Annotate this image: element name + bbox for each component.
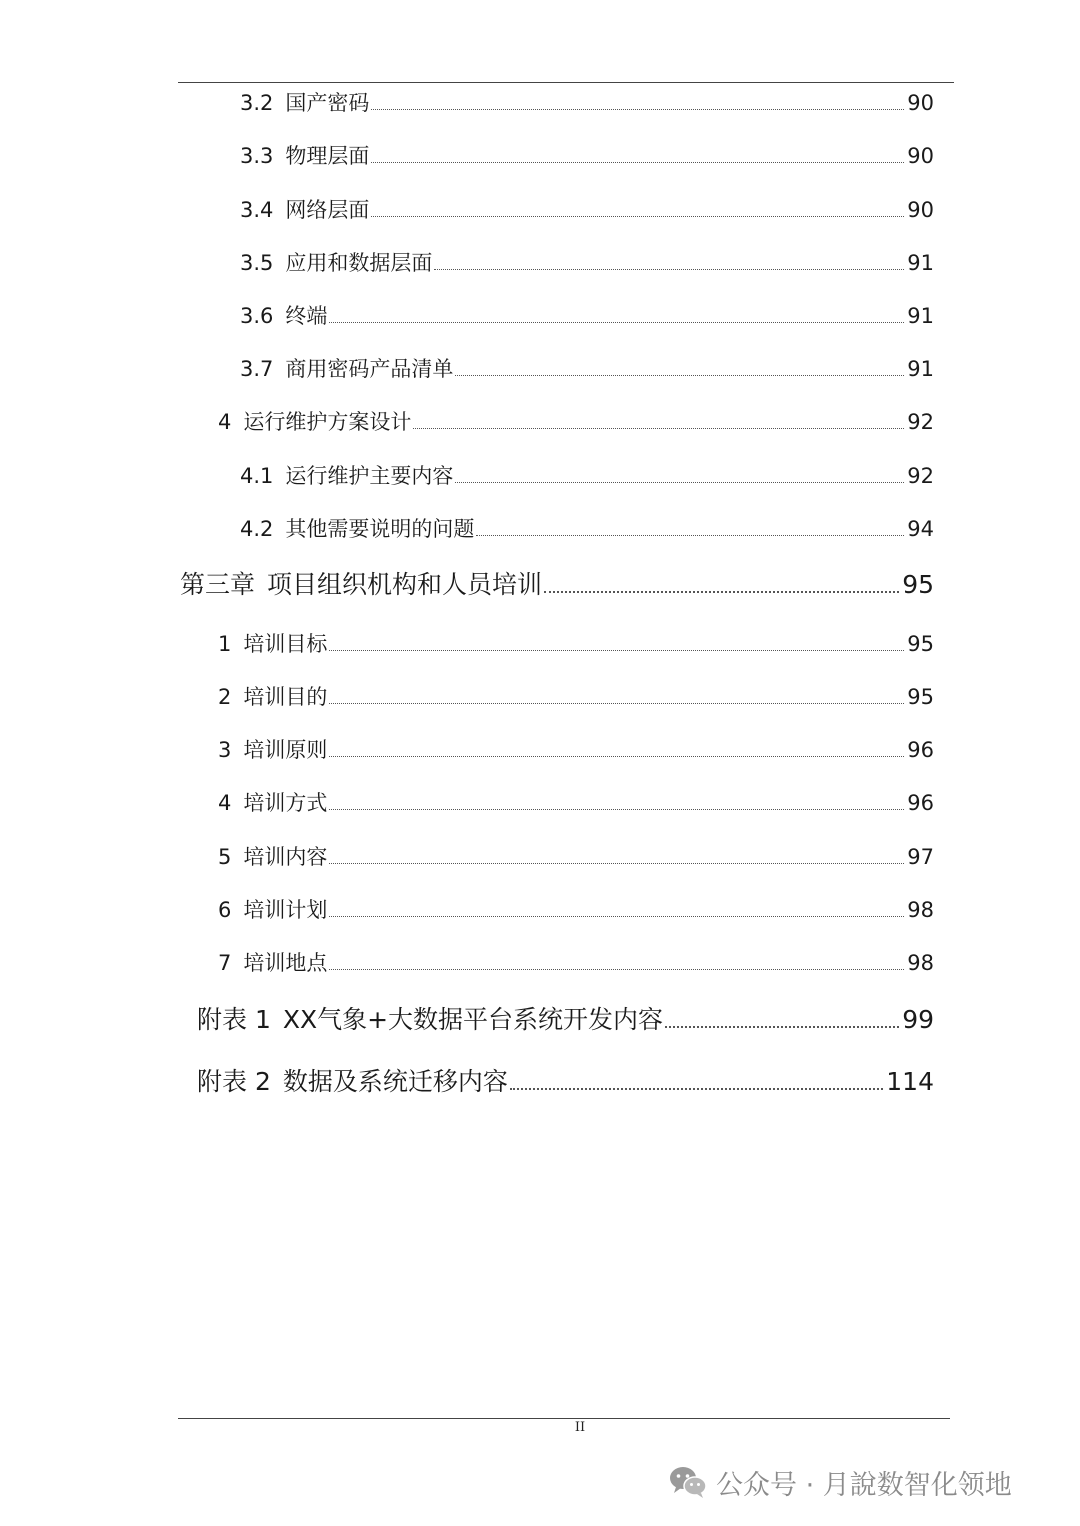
toc-entry-title: 培训内容 — [243, 845, 328, 869]
toc-entry[interactable] — [218, 844, 934, 870]
toc-entry-number: 4 — [218, 410, 232, 434]
toc-entry-page: 92 — [907, 410, 934, 434]
toc-entry-number: 3.4 — [240, 198, 274, 222]
toc-entry[interactable] — [240, 250, 934, 276]
dot-leader — [329, 703, 904, 704]
toc-entry-title: 培训目的 — [243, 685, 328, 709]
toc-entry-page: 95 — [902, 570, 934, 599]
dot-leader — [329, 809, 904, 810]
watermark-text: 公众号 · 月說数智化领地 — [716, 1469, 1012, 1501]
toc-entry-title: 培训原则 — [243, 738, 328, 762]
toc-entry-number: 3.2 — [240, 91, 274, 115]
toc-entry-page: 99 — [902, 1005, 934, 1034]
toc-entry-title: 培训计划 — [243, 898, 328, 922]
page-number: II — [574, 1420, 586, 1435]
toc-entry-page: 96 — [907, 738, 934, 762]
toc-entry[interactable] — [240, 303, 934, 329]
toc-entry-title: 其他需要说明的问题 — [285, 517, 475, 541]
dot-leader — [371, 216, 904, 217]
toc-entry[interactable] — [240, 143, 934, 169]
toc-entry[interactable] — [218, 897, 934, 923]
toc-entry[interactable] — [240, 90, 934, 116]
toc-entry-number: 5 — [218, 845, 232, 869]
toc-entry-title: 运行维护方案设计 — [243, 410, 412, 434]
toc-entry-title: 物理层面 — [285, 144, 370, 168]
toc-entry[interactable] — [218, 737, 934, 763]
dot-leader — [371, 109, 904, 110]
toc-entry-title: 国产密码 — [285, 91, 370, 115]
toc-entry-number: 2 — [218, 685, 232, 709]
dot-leader — [544, 591, 899, 593]
toc-entry-page: 95 — [907, 685, 934, 709]
dot-leader — [455, 375, 904, 376]
dot-leader — [329, 916, 904, 917]
toc-entry-number: 附表 2 — [197, 1067, 271, 1096]
toc-chapter-entry[interactable] — [180, 570, 934, 600]
dot-leader — [455, 482, 904, 483]
dot-leader — [371, 162, 904, 163]
toc-entry-number: 6 — [218, 898, 232, 922]
toc-entry-title: 培训目标 — [243, 632, 328, 656]
toc-entry-page: 114 — [886, 1067, 934, 1096]
toc-entry[interactable] — [240, 463, 934, 489]
toc-appendix-entry[interactable] — [197, 1005, 934, 1035]
dot-leader — [329, 969, 904, 970]
toc-entry-number: 4.1 — [240, 464, 274, 488]
toc-entry-title: 数据及系统迁移内容 — [282, 1067, 508, 1096]
dot-leader — [510, 1088, 883, 1090]
toc-entry-title: 运行维护主要内容 — [285, 464, 454, 488]
toc-entry-page: 91 — [907, 357, 934, 381]
toc-entry-page: 92 — [907, 464, 934, 488]
toc-entry-title: 应用和数据层面 — [285, 251, 433, 275]
toc-entry-page: 94 — [907, 517, 934, 541]
toc-entry-number: 4 — [218, 791, 232, 815]
toc-entry-number: 3 — [218, 738, 232, 762]
toc-entry-number: 7 — [218, 951, 232, 975]
toc-entry-number: 3.7 — [240, 357, 274, 381]
toc-entry-title: 网络层面 — [285, 198, 370, 222]
toc-entry-page: 97 — [907, 845, 934, 869]
toc-appendix-entry[interactable] — [197, 1067, 934, 1097]
toc-entry-number: 3.3 — [240, 144, 274, 168]
dot-leader — [434, 269, 904, 270]
toc-entry-number: 3.6 — [240, 304, 274, 328]
dot-leader — [329, 650, 904, 651]
dot-leader — [329, 322, 904, 323]
toc-entry-number: 4.2 — [240, 517, 274, 541]
toc-entry[interactable] — [240, 516, 934, 542]
toc-entry-number: 附表 1 — [197, 1005, 271, 1034]
toc-entry-title: 商用密码产品清单 — [285, 357, 454, 381]
toc-entry-page: 98 — [907, 951, 934, 975]
toc-entry-title: 培训方式 — [243, 791, 328, 815]
toc-entry-page: 96 — [907, 791, 934, 815]
toc-entry[interactable] — [240, 356, 934, 382]
toc-entry-number: 第三章 — [180, 570, 256, 599]
toc-entry-page: 90 — [907, 144, 934, 168]
toc-entry-page: 91 — [907, 304, 934, 328]
toc-entry-page: 91 — [907, 251, 934, 275]
toc-entry[interactable] — [218, 790, 934, 816]
toc-entry-number: 1 — [218, 632, 232, 656]
dot-leader — [329, 863, 904, 864]
toc-entry[interactable] — [218, 684, 934, 710]
toc-entry-page: 95 — [907, 632, 934, 656]
toc-entry-title: XX气象+大数据平台系统开发内容 — [282, 1005, 664, 1034]
dot-leader — [476, 535, 904, 536]
watermark — [668, 1462, 1012, 1502]
footer-rule — [178, 1418, 950, 1419]
dot-leader — [329, 756, 904, 757]
dot-leader — [665, 1026, 899, 1028]
wechat-icon — [668, 1464, 708, 1500]
toc-entry-page: 98 — [907, 898, 934, 922]
toc-entry[interactable] — [240, 197, 934, 223]
toc-entry-page: 90 — [907, 91, 934, 115]
toc-entry[interactable] — [218, 409, 934, 435]
toc-entry[interactable] — [218, 950, 934, 976]
toc-entry-title: 终端 — [285, 304, 328, 328]
toc-entry-number: 3.5 — [240, 251, 274, 275]
toc-entry-title: 项目组织机构和人员培训 — [267, 570, 543, 599]
toc-entry-title: 培训地点 — [243, 951, 328, 975]
toc-entry[interactable] — [218, 631, 934, 657]
toc-entry-page: 90 — [907, 198, 934, 222]
dot-leader — [413, 428, 904, 429]
